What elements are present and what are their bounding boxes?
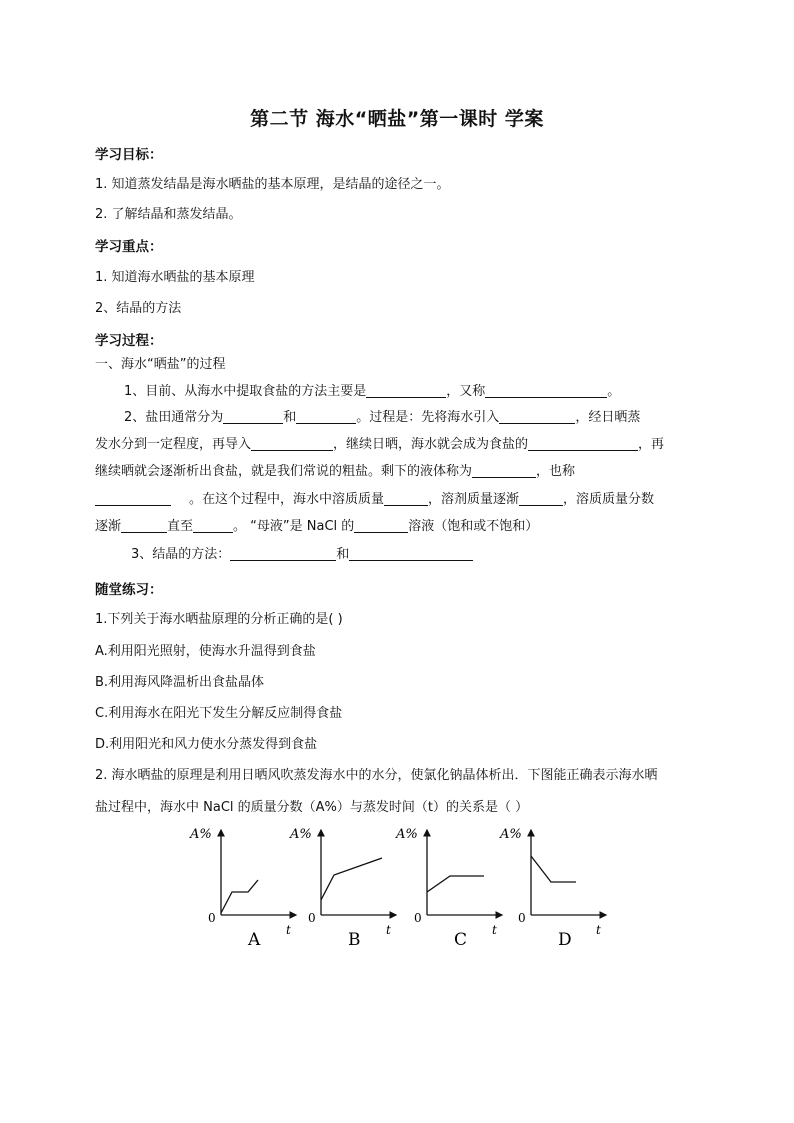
blank[interactable] xyxy=(251,436,333,451)
practice-heading: 随堂练习： xyxy=(95,582,163,598)
process-q2-line-3: 继续晒就会逐渐析出食盐，就是我们常说的粗盐。剩下的液体称为 ，也称 xyxy=(95,464,576,479)
process-q2-line-1: 2、盐田通常分为 和 。过程是：先将海水引入 ，经日晒蒸 xyxy=(124,410,641,425)
graph-b[interactable] xyxy=(289,827,396,950)
graph-a-label: A xyxy=(248,930,261,950)
practice-option-a[interactable]: A.利用阳光照射，使海水升温得到食盐 xyxy=(95,644,316,659)
graph-a[interactable] xyxy=(189,827,296,950)
process-q2-line-5: 逐渐 直至 。 “母液”是 NaCl 的 溶液（饱和或不饱和） xyxy=(95,519,539,534)
blank[interactable] xyxy=(193,518,233,533)
graph-c-curve xyxy=(427,876,484,892)
blank[interactable] xyxy=(499,409,575,424)
process-section-1: 一、海水“晒盐”的过程 xyxy=(95,357,226,372)
blank[interactable] xyxy=(223,409,283,424)
focus-item-1: 1. 知道海水晒盐的基本原理 xyxy=(95,270,255,285)
practice-q2-line-2: 盐过程中，海水中 NaCl 的质量分数（A%）与蒸发时间（t）的关系是（ ） xyxy=(95,800,529,815)
graph-c-label: C xyxy=(454,930,468,950)
blank[interactable] xyxy=(349,546,473,561)
process-q3: 3、结晶的方法： 和 xyxy=(131,546,473,564)
y-axis-label: A% xyxy=(500,827,522,842)
blank[interactable] xyxy=(121,518,167,533)
process-q1: 1、目前、从海水中提取食盐的方法主要是 ，又称 。 xyxy=(124,384,621,399)
goals-heading: 学习目标： xyxy=(95,147,163,163)
blank[interactable] xyxy=(230,546,336,561)
x-axis-label: t xyxy=(596,923,601,937)
blank[interactable] xyxy=(384,491,428,506)
y-axis-label: A% xyxy=(290,827,312,842)
blank[interactable] xyxy=(472,463,536,478)
process-q2-line-2: 发水分到一定程度，再导入 ，继续日晒，海水就会成为食盐的 ，再 xyxy=(95,437,665,452)
practice-option-c[interactable]: C.利用海水在阳光下发生分解反应制得食盐 xyxy=(95,706,343,721)
blank[interactable] xyxy=(354,518,408,533)
blank[interactable] xyxy=(528,436,638,451)
process-q2-line-4: 。在这个过程中，海水中溶质质量 ，溶剂质量逐渐 ，溶质质量分数 xyxy=(95,491,654,509)
x-axis-label: t xyxy=(286,923,291,937)
x-axis-label: t xyxy=(492,923,497,937)
origin-label: 0 xyxy=(308,911,316,925)
x-axis-label: t xyxy=(386,923,391,937)
graph-d-curve xyxy=(531,856,576,882)
graphs-svg xyxy=(190,820,616,950)
graph-d[interactable] xyxy=(499,827,606,950)
goal-item-1: 1. 知道蒸发结晶是海水晒盐的基本原理，是结晶的途径之一。 xyxy=(95,177,450,192)
origin-label: 0 xyxy=(208,911,216,925)
practice-option-d[interactable]: D.利用阳光和风力使水分蒸发得到食盐 xyxy=(95,737,318,752)
graph-c[interactable] xyxy=(395,827,502,950)
goal-item-2: 2. 了解结晶和蒸发结晶。 xyxy=(95,207,242,222)
y-axis-label: A% xyxy=(190,827,212,842)
y-axis-label: A% xyxy=(396,827,418,842)
focus-heading: 学习重点： xyxy=(95,239,163,255)
practice-q1: 1.下列关于海水晒盐原理的分析正确的是( ) xyxy=(95,612,343,627)
option-graphs xyxy=(190,820,616,950)
focus-item-2: 2、结晶的方法 xyxy=(95,301,182,316)
graph-d-label: D xyxy=(558,930,572,950)
practice-option-b[interactable]: B.利用海风降温析出食盐晶体 xyxy=(95,675,265,690)
graph-a-curve xyxy=(221,880,258,913)
blank[interactable] xyxy=(296,409,356,424)
blank[interactable] xyxy=(519,491,563,506)
process-heading: 学习过程： xyxy=(95,333,163,349)
blank[interactable] xyxy=(95,491,171,506)
origin-label: 0 xyxy=(414,911,422,925)
graph-b-curve xyxy=(321,858,382,900)
blank[interactable] xyxy=(485,383,607,398)
graph-b-label: B xyxy=(348,930,361,950)
page-title: 第二节 海水“晒盐”第一课时 学案 xyxy=(250,108,544,130)
practice-q2-line-1: 2. 海水晒盐的原理是利用日晒风吹蒸发海水中的水分，使氯化钠晶体析出．下图能正确表示海水晒 xyxy=(95,768,658,783)
blank[interactable] xyxy=(366,383,446,398)
origin-label: 0 xyxy=(518,911,526,925)
